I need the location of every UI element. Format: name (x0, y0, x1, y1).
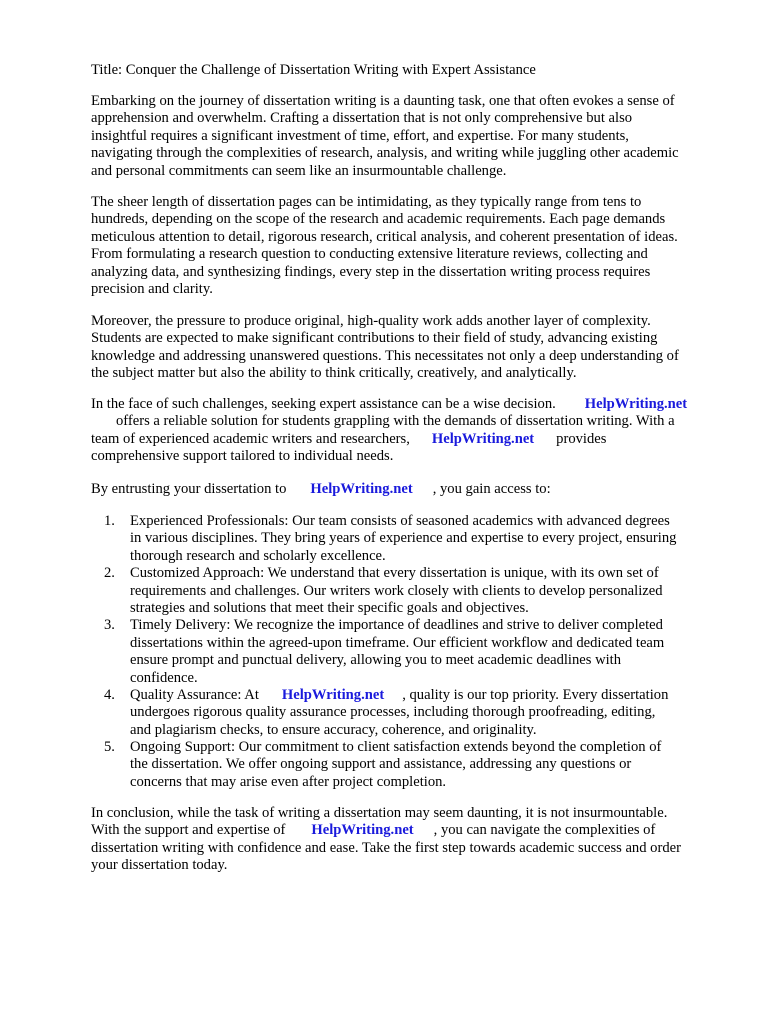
paragraph-assistance (91, 396, 727, 466)
benefits-list (104, 513, 724, 791)
text-line: Experienced Professionals: Our team consists of seasoned academics with advanced degrees (130, 513, 670, 529)
list-item (104, 513, 724, 565)
text-line: ensure prompt and punctual delivery, allowing you to meet academic deadlines with (130, 652, 622, 669)
list-number: 1. (104, 513, 115, 529)
text-line: your dissertation today. (91, 857, 228, 874)
line-text: , you can navigate the complexities of (433, 822, 656, 839)
text-line: Embarking on the journey of dissertation writing is a daunting task, one that often evokes a sense of (91, 93, 675, 109)
text-line: Ongoing Support: Our commitment to client satisfaction extends beyond the completion of (130, 739, 662, 756)
text-line: analyzing data, and synthesizing findings, every step in the dissertation writing process requires (91, 263, 651, 280)
text-line: and personal commitments can seem like an insurmountable challenge. (91, 162, 507, 179)
helpwriting-link[interactable]: HelpWriting.net (310, 481, 413, 497)
helpwriting-link[interactable]: HelpWriting.net (431, 430, 535, 447)
text-line: Timely Delivery: We recognize the importance of deadlines and strive to deliver completed (130, 617, 663, 634)
paragraph-intro (91, 93, 727, 180)
line-text: By entrusting your dissertation to (91, 481, 287, 497)
text-line: in various disciplines. They bring years of experience and expertise to every project, ensuring (130, 530, 677, 547)
text-line: the subject matter but also the ability to think critically, creatively, and analytically. (91, 365, 577, 382)
line-text: In the face of such challenges, seeking expert assistance can be a wise decision. (91, 396, 556, 412)
text-line: undergoes rigorous quality assurance processes, including thorough proofreading, editing, (130, 704, 656, 721)
document-title: Title: Conquer the Challenge of Dissertation Writing with Expert Assistance (91, 62, 536, 78)
paragraph-entrust (91, 481, 727, 498)
text-line: requirements and challenges. Our writers work closely with clients to develop personalized (130, 582, 663, 599)
helpwriting-link[interactable]: HelpWriting.net (281, 686, 385, 703)
text-line: comprehensive support tailored to individual needs. (91, 448, 394, 465)
paragraph-length (91, 194, 727, 298)
text-line: and plagiarism checks, to ensure accuracy, coherence, and originality. (130, 721, 537, 738)
text-line: dissertations within the agreed-upon timeframe. Our efficient workflow and dedicated team (130, 634, 665, 651)
text-line: concerns that may arise even after project completion. (130, 773, 447, 790)
paragraph-conclusion (91, 805, 727, 875)
text-line (91, 822, 727, 839)
paragraph-pressure (91, 313, 727, 383)
text-line: Customized Approach: We understand that every dissertation is unique, with its own set of (130, 565, 659, 582)
text-line: meticulous attention to detail, rigorous research, critical analysis, and coherent presentation of ideas. (91, 228, 678, 245)
text-line: strategies and solutions that meet their specific goals and objectives. (130, 599, 529, 616)
helpwriting-link[interactable]: HelpWriting.net (311, 822, 414, 839)
text-line: Students are expected to make significant contributions to their field of study, advancing existing (91, 330, 658, 347)
helpwriting-link[interactable]: HelpWriting.net (584, 396, 688, 412)
text-line: apprehension and overwhelm. Crafting a dissertation that is not only comprehensive but also (91, 110, 633, 127)
text-line (91, 396, 727, 413)
list-number: 5. (104, 739, 115, 756)
text-line: The sheer length of dissertation pages can be intimidating, as they typically range from tens to (91, 194, 642, 210)
text-line: From formulating a research question to conducting extensive literature reviews, collecting and (91, 246, 648, 263)
text-line: insightful requires a significant investment of time, effort, and expertise. For many students, (91, 127, 629, 144)
list-item (104, 565, 724, 617)
line-text: With the support and expertise of (91, 822, 286, 839)
line-text: team of experienced academic writers and researchers, (91, 430, 410, 447)
text-line: navigating through the complexities of research, analysis, and writing while juggling other academic (91, 145, 679, 162)
line-text: , you gain access to: (432, 481, 551, 497)
list-number: 3. (104, 617, 115, 634)
text-line (91, 481, 727, 498)
list-item (104, 739, 724, 791)
line-text: offers a reliable solution for students grappling with the demands of dissertation writing. With a (116, 413, 675, 430)
list-item (104, 617, 724, 687)
text-line: hundreds, depending on the scope of the research and academic requirements. Each page demands (91, 211, 666, 228)
text-line: dissertation writing with confidence and ease. Take the first step towards academic success and order (91, 839, 681, 856)
text-line (130, 687, 724, 704)
text-line: thorough research and scholarly excellence. (130, 547, 386, 564)
list-number: 4. (104, 686, 115, 703)
text-line: confidence. (130, 669, 198, 686)
text-line: Moreover, the pressure to produce original, high-quality work adds another layer of complexity. (91, 313, 651, 329)
text-line (91, 431, 727, 448)
list-item (104, 687, 724, 739)
text-line (91, 413, 727, 430)
text-line: the dissertation. We offer ongoing support and assistance, addressing any questions or (130, 756, 632, 773)
text-line: precision and clarity. (91, 280, 213, 297)
line-text: , quality is our top priority. Every dissertation (402, 686, 669, 703)
line-text: provides (556, 430, 607, 447)
text-line: In conclusion, while the task of writing a dissertation may seem daunting, it is not insurmountable. (91, 805, 668, 821)
text-line: knowledge and addressing unanswered questions. This necessitates not only a deep understanding of (91, 347, 679, 364)
line-text: Quality Assurance: At (130, 686, 259, 703)
list-number: 2. (104, 565, 115, 582)
